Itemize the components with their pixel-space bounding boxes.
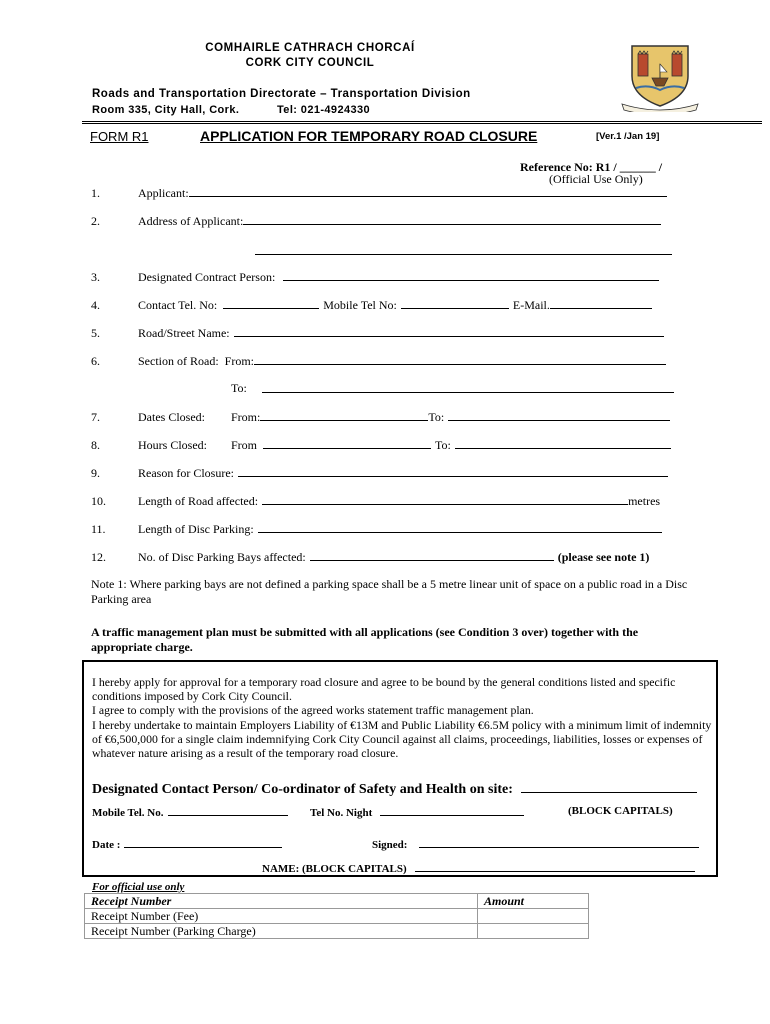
field-number: 11. [91, 522, 106, 536]
receipt-fee-label: Receipt Number (Fee) [85, 909, 478, 924]
field-section-of-road [91, 354, 680, 368]
date-input-line[interactable] [124, 837, 282, 848]
applicant-label: Applicant: [138, 186, 189, 200]
table-row [85, 894, 589, 909]
form-code: FORM R1 [90, 129, 149, 144]
disc-parking-bays-label: No. of Disc Parking Bays affected: [138, 550, 306, 564]
email-label: E-Mail. [512, 298, 550, 312]
email-input-line[interactable] [550, 298, 652, 309]
signed-label: Signed: [372, 839, 408, 851]
receipt-parking-amount[interactable] [478, 924, 589, 939]
hours-to-label: To: [435, 438, 451, 452]
road-name-label: Road/Street Name: [138, 326, 230, 340]
field-number: 12. [91, 550, 106, 564]
contact-tel-label: Contact Tel. No: [138, 298, 218, 312]
designated-contract-person-input-line[interactable] [283, 270, 659, 281]
amount-header: Amount [478, 894, 589, 909]
field-number: 6. [91, 354, 100, 368]
note-1: Note 1: Where parking bays are not defined a parking space shall be a 5 metre linear unit of space on a public road in a Disc Parking area [91, 577, 688, 606]
field-disc-parking-bays [91, 550, 680, 564]
date-label: Date : [92, 839, 121, 851]
length-of-road-label: Length of Road affected: [138, 494, 259, 508]
field-number: 3. [91, 270, 100, 284]
field-contact [91, 298, 680, 312]
name-label: NAME: (BLOCK CAPITALS) [262, 863, 407, 875]
block-capitals-label: (BLOCK CAPITALS) [568, 805, 673, 817]
table-row [85, 924, 589, 939]
table-row [85, 909, 589, 924]
field-hours-closed [91, 438, 680, 452]
field-reason [91, 466, 680, 480]
field-address [91, 214, 680, 228]
directorate-line: Roads and Transportation Directorate – Transportation Division [92, 88, 471, 100]
field-number: 7. [91, 410, 100, 424]
field-number: 4. [91, 298, 100, 312]
section-from-input-line[interactable] [254, 354, 666, 365]
contact-tel-input-line[interactable] [223, 298, 319, 309]
cork-crest-logo [620, 42, 700, 112]
form-version: [Ver.1 /Jan 19] [596, 131, 660, 142]
council-name-irish: COMHAIRLE CATHRACH CHORCAÍ [205, 42, 415, 54]
field-number: 9. [91, 466, 100, 480]
hours-from-label: From [231, 438, 258, 452]
disc-parking-input-line[interactable] [258, 522, 662, 533]
address-input-line-2[interactable] [255, 254, 672, 255]
hours-closed-label: Hours Closed: [138, 438, 207, 452]
mobile-tel-input-line[interactable] [401, 298, 509, 309]
receipt-fee-amount[interactable] [478, 909, 589, 924]
name-input-line[interactable] [415, 861, 695, 872]
field-dates-closed [91, 410, 680, 424]
dates-closed-label: Dates Closed: [138, 410, 205, 424]
field-road-name [91, 326, 680, 340]
mobile-input-line[interactable] [168, 805, 288, 816]
declaration-text-1: I hereby apply for approval for a temporary road closure and agree to be bound by the general conditions listed and specific conditions imposed by Cork City Council. [92, 675, 676, 704]
contact-person-input-line[interactable] [521, 781, 697, 793]
applicant-input-line[interactable] [189, 186, 667, 197]
hours-from-input-line[interactable] [263, 438, 431, 449]
field-number: 10. [91, 494, 106, 508]
room-address: Room 335, City Hall, Cork. [92, 104, 240, 116]
disc-parking-label: Length of Disc Parking: [138, 522, 254, 536]
disc-parking-bays-input-line[interactable] [310, 550, 554, 561]
dates-to-input-line[interactable] [448, 410, 670, 421]
section-from-label: From: [224, 354, 254, 368]
contact-heading: Designated Contact Person/ Co-ordinator of Safety and Health on site: [92, 782, 513, 797]
form-title: APPLICATION FOR TEMPORARY ROAD CLOSURE [200, 128, 538, 144]
dates-from-label: From: [231, 410, 261, 424]
official-use-label: (Official Use Only) [549, 172, 643, 186]
reference-number: Reference No: R1 / ______ / [520, 160, 663, 174]
official-use-table [84, 893, 589, 939]
length-of-road-input-line[interactable] [262, 494, 628, 505]
council-name-english: CORK CITY COUNCIL [245, 57, 375, 69]
section-to-label: To: [231, 381, 247, 395]
address-input-line[interactable] [243, 214, 661, 225]
receipt-number-header: Receipt Number [85, 894, 478, 909]
dates-to-label: To: [428, 410, 445, 424]
declaration-box [82, 660, 718, 877]
address-label: Address of Applicant: [138, 214, 244, 228]
mobile-tel-label: Mobile Tel No: [323, 298, 397, 312]
tel-night-label: Tel No. Night [310, 807, 373, 819]
field-number: 5. [91, 326, 100, 340]
field-applicant [91, 186, 680, 200]
header-divider [82, 121, 762, 124]
receipt-parking-label: Receipt Number (Parking Charge) [85, 924, 478, 939]
reason-input-line[interactable] [238, 466, 668, 477]
field-number: 1. [91, 186, 100, 200]
field-number: 8. [91, 438, 100, 452]
traffic-plan-notice: A traffic management plan must be submitted with all applications (see Condition 3 over) together with the appropriate charge. [91, 625, 639, 654]
declaration-text-2: I agree to comply with the provisions of the agreed works statement traffic management plan. [92, 703, 534, 718]
metres-unit: metres [628, 494, 661, 508]
field-length-of-road [91, 494, 680, 508]
road-name-input-line[interactable] [234, 326, 664, 337]
mobile-label: Mobile Tel. No. [92, 807, 164, 819]
official-use-heading: For official use only [92, 881, 185, 893]
dates-from-input-line[interactable] [260, 410, 428, 421]
field-number: 2. [91, 214, 100, 228]
signature-input-line[interactable] [419, 837, 699, 848]
reason-label: Reason for Closure: [138, 466, 234, 480]
field-designated-contract-person [91, 270, 680, 284]
section-of-road-label: Section of Road: [138, 354, 219, 368]
designated-contract-person-label: Designated Contract Person: [138, 270, 276, 284]
phone-number: Tel: 021-4924330 [277, 104, 371, 116]
section-to-input-line[interactable] [262, 392, 674, 393]
hours-to-input-line[interactable] [455, 438, 671, 449]
note-reference: (please see note 1) [557, 550, 650, 564]
field-disc-parking [91, 522, 680, 536]
tel-night-input-line[interactable] [380, 805, 524, 816]
declaration-text-3: I hereby undertake to maintain Employers Liability of €13M and Public Liability €6.5M policy with a minimum limit of indemnity of €6,500,000 for a single claim indemnifying Cork City Council against all claims, proceedings, liabilities, losses or expenses of whatever nature arising as a result of the temporary road closure. [92, 717, 712, 761]
